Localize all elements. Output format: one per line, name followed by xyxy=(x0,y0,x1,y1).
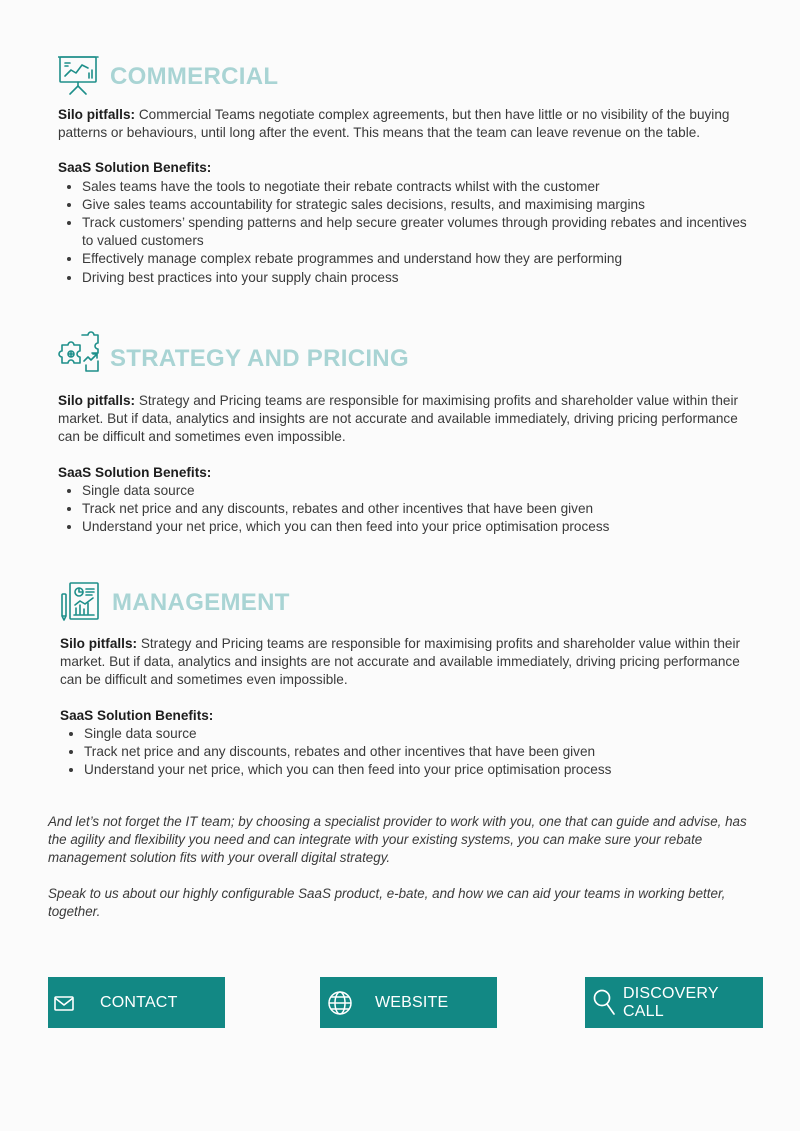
benefits-list xyxy=(58,178,758,287)
list-item: • Track customers’ spending patterns and help secure greater volumes through providing rebates and incentives to valued customers xyxy=(82,214,758,250)
section-strategy-pricing xyxy=(58,328,758,536)
envelope-icon xyxy=(53,992,75,1014)
list-item: • Give sales teams accountability for strategic sales decisions, results, and maximising margins xyxy=(82,196,758,214)
list-item: • Effectively manage complex rebate programmes and understand how they are performing xyxy=(82,250,758,268)
silo-pitfalls-paragraph xyxy=(58,106,758,142)
magnifier-icon xyxy=(592,988,618,1018)
section-header xyxy=(58,54,758,98)
website-button-label: WEBSITE xyxy=(375,993,449,1011)
section-header xyxy=(60,579,760,623)
closing-paragraph-speak-to-us: Speak to us about our highly configurable SaaS product, e-bate, and how we can aid your teams in working better, together. xyxy=(48,885,726,919)
section-header xyxy=(58,328,758,376)
report-clipboard-icon xyxy=(60,580,102,622)
discovery-call-button[interactable] xyxy=(585,977,763,1028)
pitfall-label: Silo pitfalls: xyxy=(60,636,138,651)
pitfall-label: Silo pitfalls: xyxy=(58,393,136,408)
section-management xyxy=(60,579,760,779)
list-item: • Track net price and any discounts, rebates and other incentives that have been given xyxy=(84,743,760,761)
closing-paragraph-it-team: And let’s not forget the IT team; by choosing a specialist provider to work with you, one that can guide and advise, has the agility and flexibility you need and can integrate with your existing systems, you can make sure your rebate management solution fits with your overall digital strategy. xyxy=(48,814,747,866)
silo-pitfalls-paragraph xyxy=(58,392,758,447)
benefits-list xyxy=(60,725,760,780)
benefits-heading: SaaS Solution Benefits: xyxy=(60,707,214,723)
presentation-chart-icon xyxy=(58,55,100,97)
section-title: COMMERCIAL xyxy=(110,63,279,90)
list-item: • Driving best practices into your supply chain process xyxy=(82,269,758,287)
website-button[interactable] xyxy=(320,977,497,1028)
section-commercial xyxy=(58,54,758,287)
section-title: STRATEGY AND PRICING xyxy=(110,345,409,372)
globe-icon xyxy=(327,990,353,1016)
pitfall-text: Strategy and Pricing teams are responsible for maximising profits and shareholder value within their market. But if data, analytics and insights are not accurate and available immediately, driving pricing performance can be difficult and sometimes even impossible. xyxy=(60,636,740,688)
contact-button-label: CONTACT xyxy=(100,993,178,1011)
pitfall-text: Commercial Teams negotiate complex agreements, but then have little or no visibility of the buying patterns or behaviours, until long after the event. This means that the team can leave revenue on the table. xyxy=(58,107,730,141)
pitfall-label: Silo pitfalls: xyxy=(58,107,136,122)
benefits-list xyxy=(58,482,758,537)
list-item: • Understand your net price, which you can then feed into your price optimisation process xyxy=(84,761,760,779)
list-item: • Track net price and any discounts, rebates and other incentives that have been given xyxy=(82,500,758,518)
pitfall-text: Strategy and Pricing teams are responsible for maximising profits and shareholder value within their market. But if data, analytics and insights are not accurate and available immediately, driving pricing performance can be difficult and sometimes even impossible. xyxy=(58,393,738,445)
contact-button[interactable] xyxy=(48,977,225,1028)
list-item: • Single data source xyxy=(84,725,760,743)
list-item: • Sales teams have the tools to negotiate their rebate contracts whilst with the customer xyxy=(82,178,758,196)
benefits-heading: SaaS Solution Benefits: xyxy=(58,160,212,176)
puzzle-strategy-icon xyxy=(58,331,100,373)
section-title: MANAGEMENT xyxy=(112,589,290,616)
silo-pitfalls-paragraph xyxy=(60,635,760,690)
discovery-call-button-label: DISCOVERY CALL xyxy=(623,984,719,1020)
list-item: • Understand your net price, which you can then feed into your price optimisation process xyxy=(82,518,758,536)
closing-text xyxy=(48,813,768,921)
list-item: • Single data source xyxy=(82,482,758,500)
benefits-heading: SaaS Solution Benefits: xyxy=(58,464,212,480)
